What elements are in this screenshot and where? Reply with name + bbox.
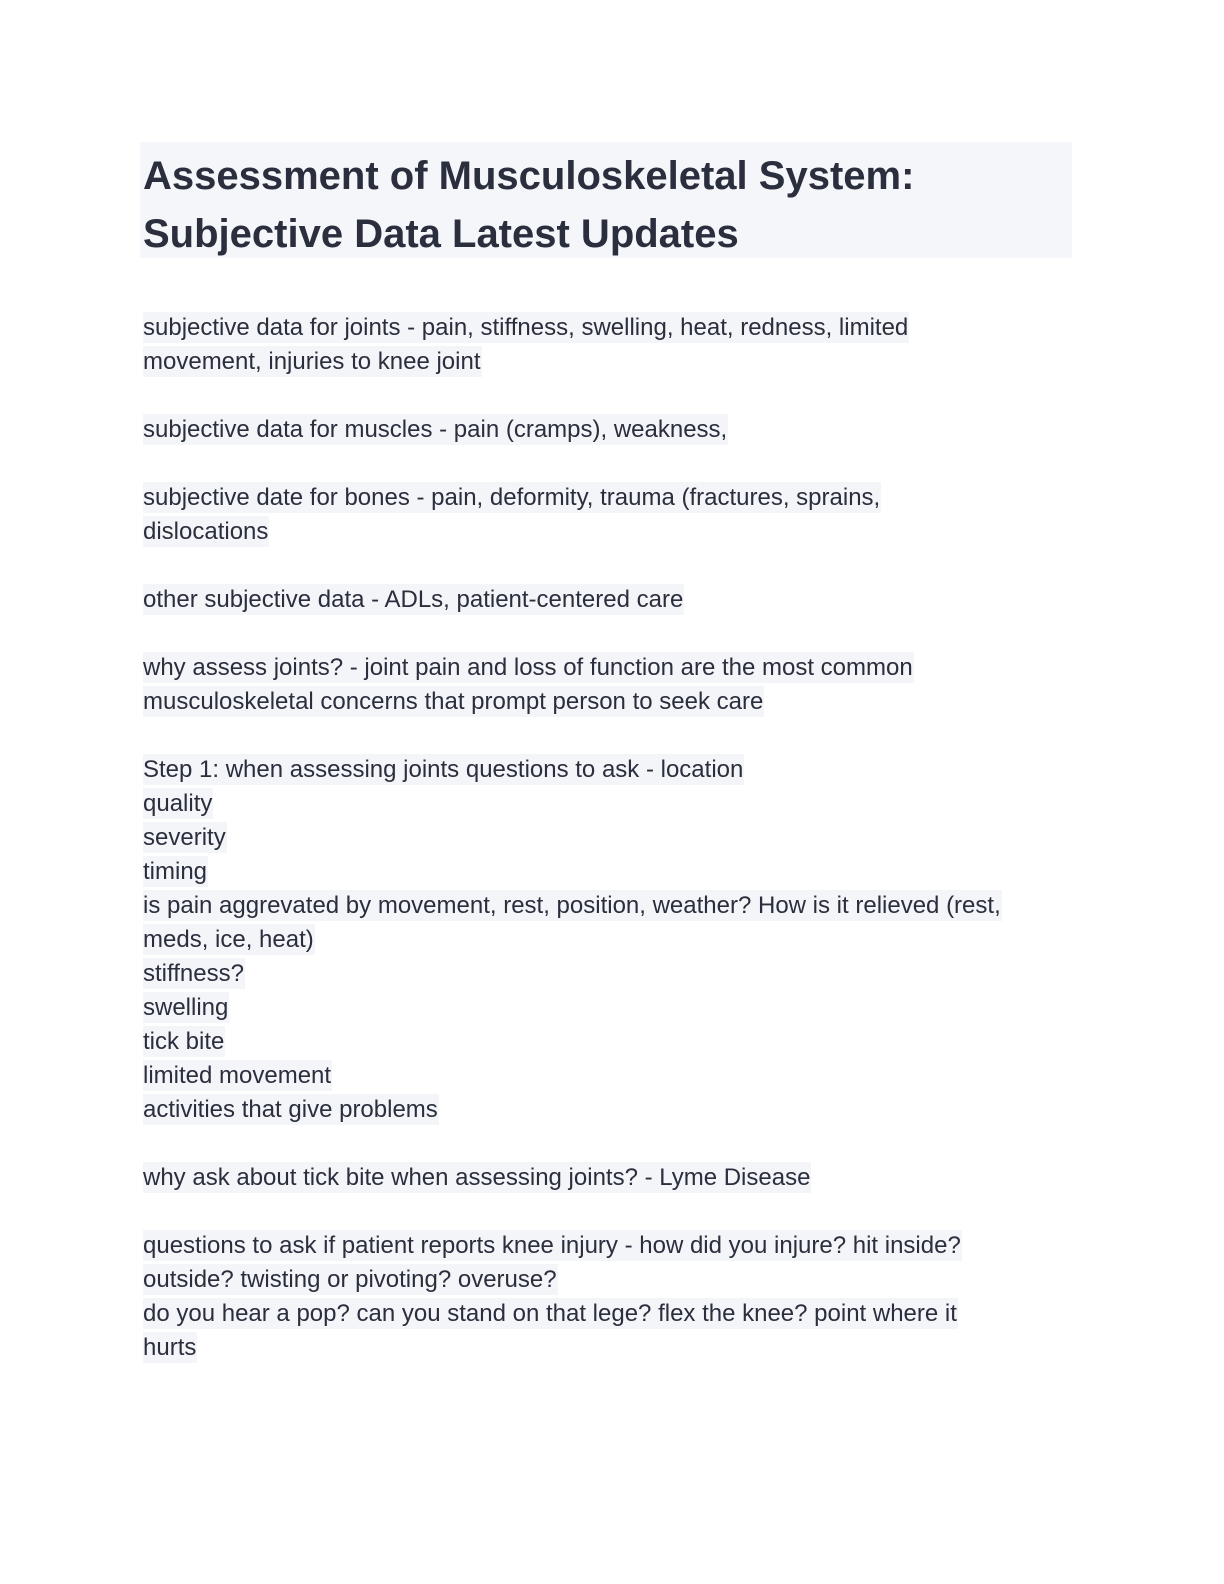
entry-line-text: meds, ice, heat)	[143, 926, 314, 953]
flashcard-entry	[143, 651, 1083, 719]
flashcard-entry	[143, 583, 1083, 617]
title-line-2: Subjective Data Latest Updates	[143, 212, 739, 256]
entry-line	[143, 651, 1083, 685]
flashcard-entry	[143, 311, 1083, 379]
entry-line	[143, 1093, 1083, 1127]
flashcard-entry	[143, 413, 1083, 447]
entry-line	[143, 1025, 1083, 1059]
entry-line	[143, 345, 1083, 379]
flashcard-entry	[143, 1161, 1083, 1195]
entry-line	[143, 1059, 1083, 1093]
entry-line	[143, 481, 1083, 515]
entry-line	[143, 855, 1083, 889]
entry-line	[143, 1297, 1083, 1331]
entry-line-text: is pain aggrevated by movement, rest, position, weather? How is it relieved (rest,	[143, 892, 1001, 919]
entry-line	[143, 1263, 1083, 1297]
entry-line-text: Step 1: when assessing joints questions to ask - location	[143, 756, 744, 783]
document-body	[143, 311, 1083, 1399]
entry-line	[143, 1161, 1083, 1195]
entry-line	[143, 685, 1083, 719]
entry-line-text: limited movement	[143, 1062, 332, 1089]
entry-line	[143, 583, 1083, 617]
entry-line-text: subjective data for joints - pain, stiffness, swelling, heat, redness, limited	[143, 314, 909, 341]
entry-line	[143, 413, 1083, 447]
entry-line	[143, 821, 1083, 855]
entry-line-text: hurts	[143, 1334, 197, 1361]
entry-line	[143, 787, 1083, 821]
entry-line-text: questions to ask if patient reports knee injury - how did you injure? hit inside?	[143, 1232, 961, 1259]
entry-line	[143, 1229, 1083, 1263]
entry-line-text: subjective date for bones - pain, deformity, trauma (fractures, sprains,	[143, 484, 881, 511]
entry-line	[143, 923, 1083, 957]
entry-line-text: quality	[143, 790, 213, 817]
entry-line-text: stiffness?	[143, 960, 244, 987]
entry-line-text: activities that give problems	[143, 1096, 438, 1123]
entry-line	[143, 515, 1083, 549]
entry-line-text: timing	[143, 858, 208, 885]
entry-line	[143, 889, 1083, 923]
entry-line	[143, 311, 1083, 345]
document-title	[140, 142, 1072, 258]
flashcard-entry	[143, 481, 1083, 549]
flashcard-entry	[143, 753, 1083, 1127]
entry-line-text: severity	[143, 824, 226, 851]
entry-line-text: dislocations	[143, 518, 269, 545]
entry-line-text: do you hear a pop? can you stand on that lege? flex the knee? point where it	[143, 1300, 957, 1327]
entry-line-text: movement, injuries to knee joint	[143, 348, 481, 375]
entry-line-text: subjective data for muscles - pain (cramps), weakness,	[143, 416, 728, 443]
entry-line-text: musculoskeletal concerns that prompt person to seek care	[143, 688, 764, 715]
flashcard-entry	[143, 1229, 1083, 1365]
entry-line-text: why assess joints? - joint pain and loss of function are the most common	[143, 654, 913, 681]
title-line-1: Assessment of Musculoskeletal System:	[143, 154, 915, 198]
entry-line	[143, 1331, 1083, 1365]
entry-line	[143, 753, 1083, 787]
entry-line-text: swelling	[143, 994, 229, 1021]
entry-line-text: outside? twisting or pivoting? overuse?	[143, 1266, 557, 1293]
entry-line	[143, 957, 1083, 991]
entry-line	[143, 991, 1083, 1025]
entry-line-text: other subjective data - ADLs, patient-centered care	[143, 586, 684, 613]
entry-line-text: why ask about tick bite when assessing joints? - Lyme Disease	[143, 1164, 811, 1191]
entry-line-text: tick bite	[143, 1028, 225, 1055]
